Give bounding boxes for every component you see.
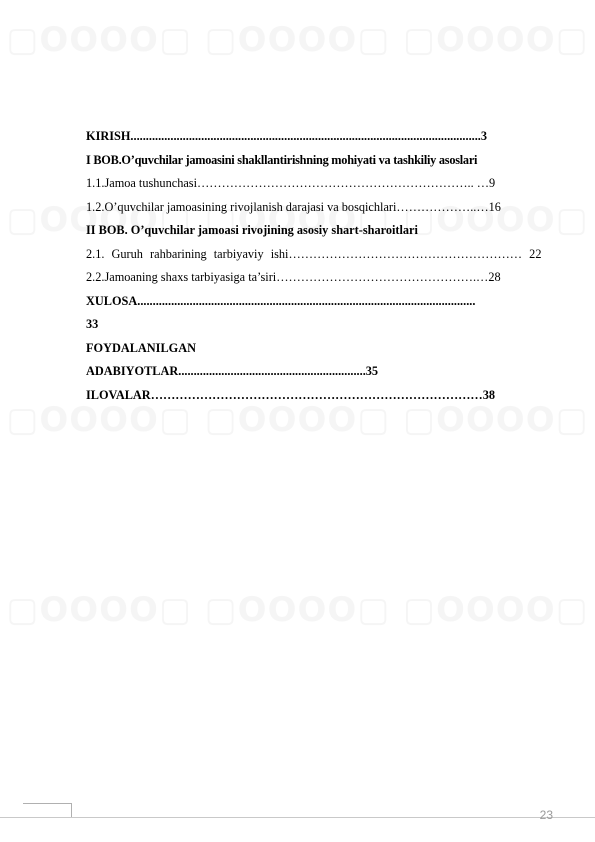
watermark (0, 20, 595, 60)
footer-divider (0, 817, 595, 818)
watermark-logo-icon (205, 20, 391, 60)
footer-tab (23, 803, 72, 817)
toc-chapter-2-title: II BOB. O’quvchilar jamoasi rivojining asosiy shart-sharoitlari (86, 223, 418, 237)
watermark-logo-icon (6, 590, 192, 630)
toc-entry-foydalanilgan: FOYDALANILGAN (86, 340, 196, 355)
toc-entry-1-2: 1.2.O’quvchilar jamoasining rivojlanish darajasi va bosqichlari………………..…16 (86, 199, 501, 214)
toc-entry-2-1: 2.1. Guruh rahbarining tarbiyaviy ishi………………………………………………… 22 (86, 246, 542, 261)
watermark-logo-icon (6, 20, 192, 60)
watermark-logo-icon (403, 590, 589, 630)
watermark (0, 590, 595, 630)
watermark-logo-icon (205, 590, 391, 630)
toc-chapter-1-title: I BOB.O’quvchilar jamoasini shakllantirishning mohiyati va tashkiliy asoslari (86, 152, 478, 167)
toc-entry-ilovalar: ILOVALAR………………………………………………………………………38 (86, 387, 496, 402)
toc-entry-xulosa-page: 33 (86, 317, 99, 331)
watermark-logo-icon (403, 20, 589, 60)
toc-entry-xulosa: XULOSA.............................................................................................................. (86, 293, 476, 308)
toc-entry-kirish: KIRISH..................................................................................................................3 (86, 129, 488, 143)
page-number: 23 (539, 808, 553, 822)
toc-entry-2-2: 2.2.Jamoaning shaxs tarbiyasiga ta’siri………………………………………….…28 (86, 270, 501, 284)
table-of-contents (86, 125, 552, 407)
toc-entry-adabiyotlar: ADABIYOTLAR.............................................................35 (86, 364, 379, 378)
toc-entry-1-1: 1.1.Jamoa tushunchasi………………………………………………………….. …9 (86, 176, 496, 190)
